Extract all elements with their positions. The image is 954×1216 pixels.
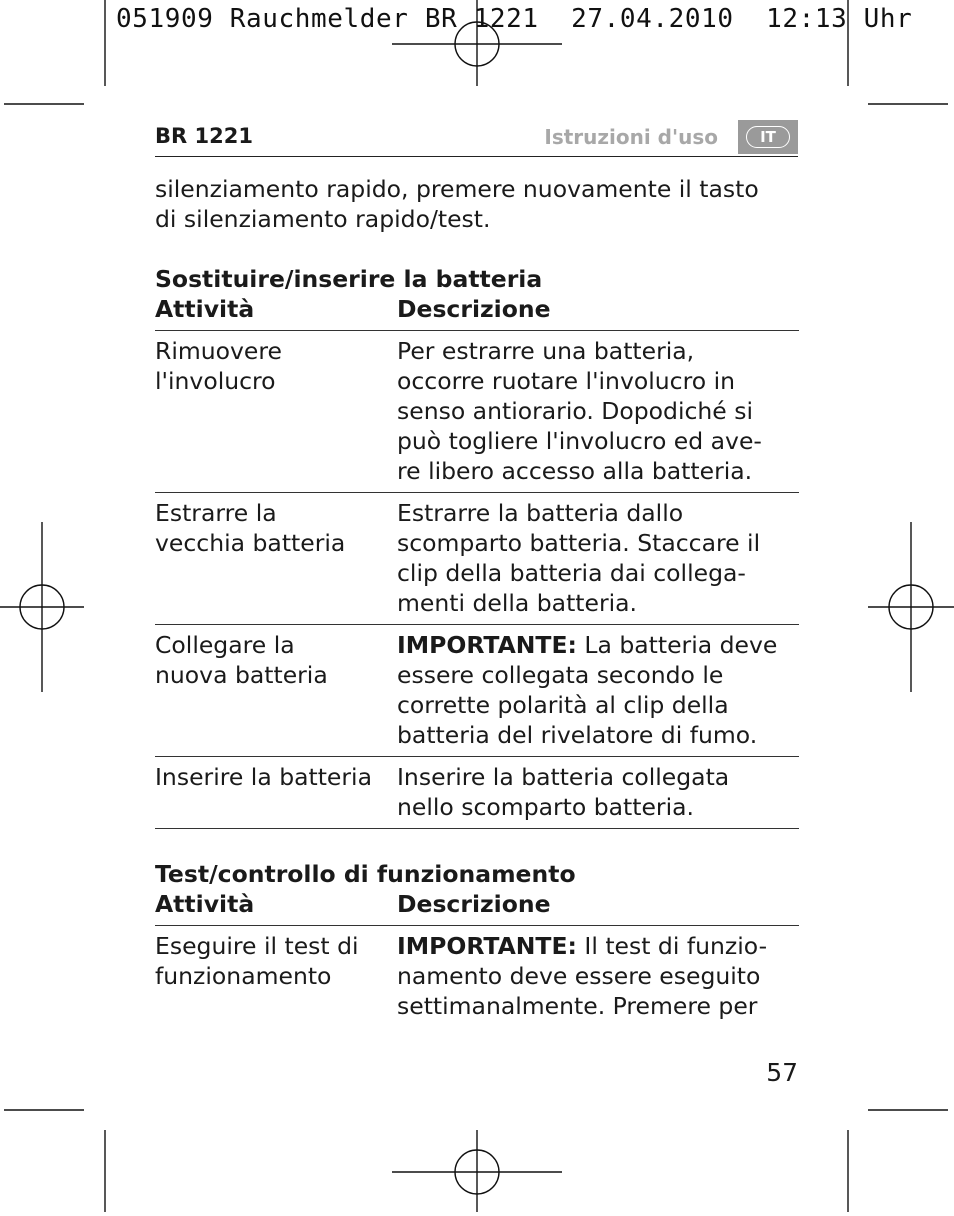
column-activity: Attività <box>155 295 255 323</box>
activity-cell: Estrarre la vecchia batteria <box>155 499 346 557</box>
column-activity: Attività <box>155 890 255 918</box>
emphasis-label: IMPORTANTE: <box>397 631 577 659</box>
activity-cell: Eseguire il test di funzionamento <box>155 932 359 990</box>
activity-cell: Rimuovere l'involucro <box>155 337 282 395</box>
section-title: Sostituire/inserire la batteria <box>155 265 543 293</box>
table-header <box>155 889 799 926</box>
page-header <box>155 120 798 157</box>
description-cell: Inserire la batteria collegata nello scomparto batteria. <box>397 763 730 821</box>
description-cell: Estrarre la batteria dallo scomparto batteria. Staccare il clip della batteria dai collega- menti della batteria. <box>397 499 761 617</box>
section-battery <box>155 264 799 829</box>
table-header <box>155 294 799 331</box>
page-content <box>155 174 799 1027</box>
table-row <box>155 493 799 625</box>
model-name: BR 1221 <box>155 124 253 148</box>
section-test <box>155 859 799 1027</box>
description-cell: Per estrarre una batteria, occorre ruotare l'involucro in senso antiorario. Dopodiché si può togliere l'involucro ed ave- re libero accesso alla batteria. <box>397 337 762 485</box>
description-cell <box>397 931 799 1021</box>
page-number: 57 <box>766 1058 798 1087</box>
activity-cell: Collegare la nuova batteria <box>155 631 328 689</box>
language-code: IT <box>746 126 790 148</box>
description-cell <box>397 630 799 750</box>
emphasis-label: IMPORTANTE: <box>397 932 577 960</box>
description-text: La batteria deve essere collegata secondo le corrette polarità al clip della batteria del rivelatore di fumo. <box>397 631 778 749</box>
section-title: Test/controllo di funzionamento <box>155 860 576 888</box>
table-row <box>155 331 799 493</box>
table-row <box>155 625 799 757</box>
description-text: Il test di funzio- namento deve essere eseguito settimanalmente. Premere per <box>397 932 768 1020</box>
table-row <box>155 757 799 829</box>
column-description: Descrizione <box>397 295 551 323</box>
intro-paragraph: silenziamento rapido, premere nuovamente il tasto di silenziamento rapido/test. <box>155 175 759 233</box>
print-slug-line: 051909 Rauchmelder BR 1221 27.04.2010 12:13 Uhr <box>116 4 913 34</box>
table-row <box>155 926 799 1027</box>
activity-cell: Inserire la batteria <box>155 763 372 791</box>
column-description: Descrizione <box>397 890 551 918</box>
language-badge <box>738 120 798 154</box>
document-title: Istruzioni d'uso <box>544 125 718 149</box>
